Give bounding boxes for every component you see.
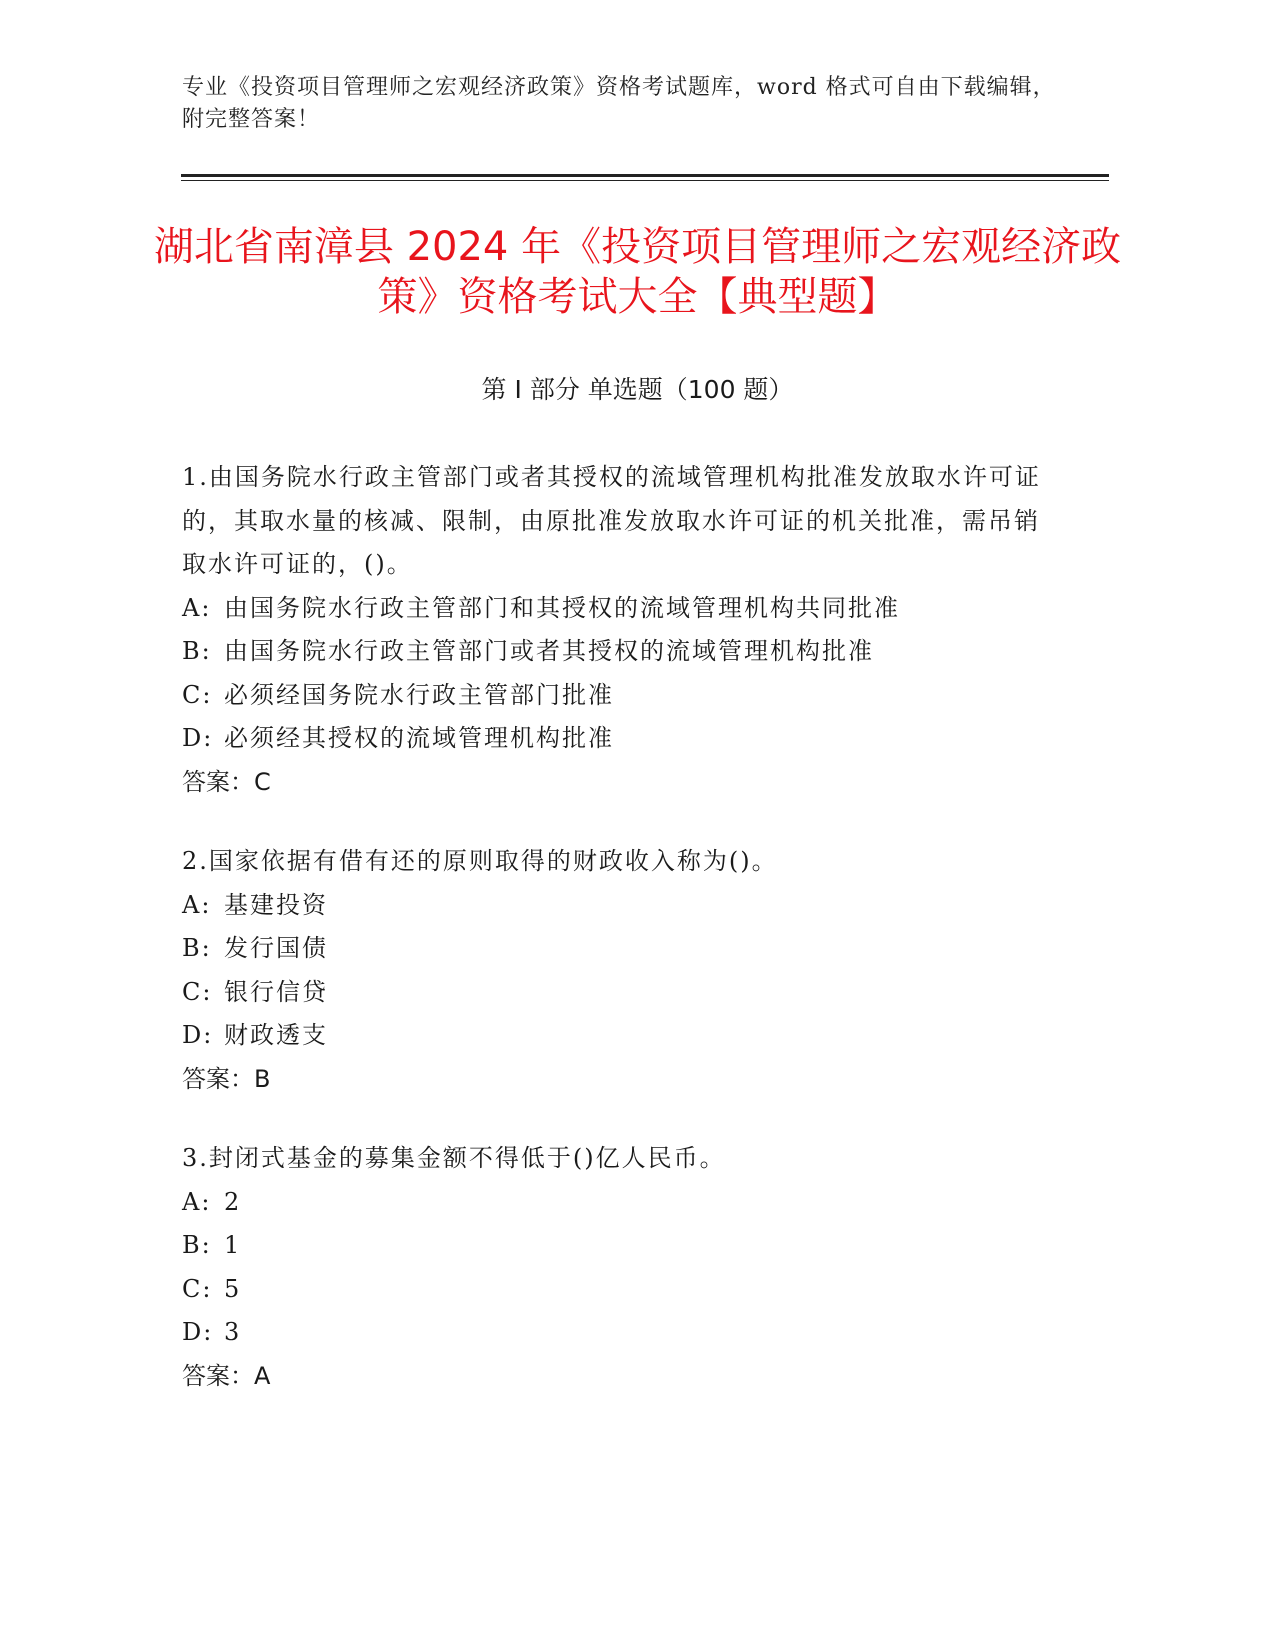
option-b: [182, 927, 1062, 971]
option-letter: B:: [182, 934, 212, 962]
option-letter: B:: [182, 637, 212, 665]
answer: 答案：A: [182, 1361, 271, 1390]
option-letter: C:: [182, 977, 213, 1006]
option-text: 必须经其授权的流域管理机构批准: [224, 724, 614, 752]
option-text: 1: [224, 1231, 242, 1259]
option-d: [182, 1014, 1062, 1058]
question-stem: 1.由国务院水行政主管部门或者其授权的流域管理机构批准发放取水许可证的，其取水量的核减、限制，由原批准发放取水许可证的机关批准，需吊销取水许可证的，()。: [182, 463, 1041, 578]
option-text: 3: [224, 1318, 242, 1346]
answer: 答案：C: [182, 767, 271, 796]
option-c: [182, 674, 1062, 718]
option-b: [182, 630, 1062, 674]
document-title: 湖北省南漳县 2024 年《投资项目管理师之宏观经济政策》资格考试大全【典型题】: [153, 224, 1122, 320]
option-letter: D:: [182, 1021, 214, 1049]
option-a: [182, 587, 1062, 631]
header-note: 专业《投资项目管理师之宏观经济政策》资格考试题库，word 格式可自由下载编辑，附完整答案！: [182, 75, 1056, 132]
answer: 答案：B: [182, 1064, 271, 1093]
question-3: [182, 1137, 1062, 1398]
option-letter: D:: [182, 724, 214, 752]
option-text: 必须经国务院水行政主管部门批准: [224, 680, 614, 709]
option-d: [182, 717, 1062, 761]
option-text: 2: [224, 1187, 242, 1216]
question-stem: 3.封闭式基金的募集金额不得低于()亿人民币。: [182, 1144, 726, 1172]
option-letter: C:: [182, 1274, 213, 1303]
question-1: [182, 456, 1062, 804]
option-text: 财政透支: [224, 1021, 328, 1049]
option-text: 银行信贷: [224, 977, 328, 1006]
option-c: [182, 1268, 1062, 1312]
option-letter: D:: [182, 1318, 214, 1346]
option-b: [182, 1224, 1062, 1268]
header-divider-thin: [181, 180, 1109, 181]
option-letter: A:: [182, 593, 212, 622]
question-list: [182, 456, 1062, 1434]
option-text: 由国务院水行政主管部门和其授权的流域管理机构共同批准: [224, 593, 900, 622]
section-title: 第 I 部分 单选题（100 题）: [481, 375, 794, 404]
option-text: 5: [224, 1274, 242, 1303]
option-letter: C:: [182, 680, 213, 709]
option-letter: A:: [182, 890, 212, 919]
option-d: [182, 1311, 1062, 1355]
option-a: [182, 1181, 1062, 1225]
option-text: 发行国债: [224, 934, 328, 962]
option-letter: A:: [182, 1187, 212, 1216]
option-text: 由国务院水行政主管部门或者其授权的流域管理机构批准: [224, 637, 874, 665]
question-stem: 2.国家依据有借有还的原则取得的财政收入称为()。: [182, 847, 778, 875]
option-letter: B:: [182, 1231, 212, 1259]
option-text: 基建投资: [224, 890, 328, 919]
option-a: [182, 884, 1062, 928]
option-c: [182, 971, 1062, 1015]
question-2: [182, 840, 1062, 1101]
header-divider-thick: [181, 174, 1109, 177]
